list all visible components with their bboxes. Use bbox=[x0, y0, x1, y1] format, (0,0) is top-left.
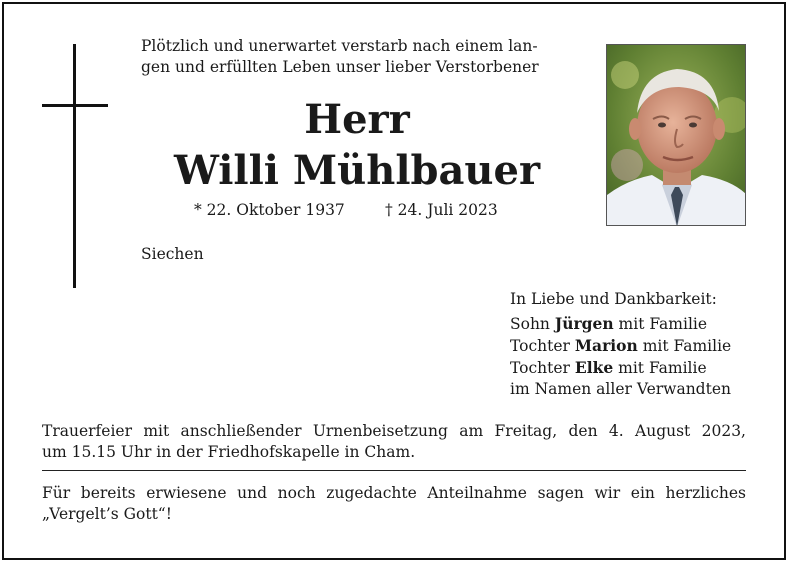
relative-name: Marion bbox=[574, 336, 638, 355]
relative-suffix: mit Familie bbox=[642, 337, 732, 355]
closing-line-2: „Vergelt’s Gott“! bbox=[42, 505, 172, 523]
section-divider bbox=[42, 470, 746, 471]
relative-suffix: mit Familie bbox=[618, 359, 707, 377]
cross-vertical-beam bbox=[73, 44, 76, 288]
closing-line-1: Für bereits erwiesene und noch zugedachte Anteilnahme sagen wir ein herzliches bbox=[42, 484, 746, 502]
place-of-residence: Siechen bbox=[141, 245, 204, 263]
birth-date: * 22. Oktober 1937 bbox=[194, 201, 345, 219]
thanks-closing-line: im Namen aller Verwandten bbox=[510, 380, 731, 398]
portrait-image bbox=[607, 45, 746, 226]
relative-name: Elke bbox=[574, 358, 614, 377]
cross-horizontal-beam bbox=[42, 104, 108, 107]
relative-row bbox=[510, 335, 731, 357]
intro-line-1: Plötzlich und unerwartet verstarb nach einem lan- bbox=[141, 37, 538, 55]
deceased-name: Willi Mühlbauer bbox=[173, 147, 541, 194]
intro-line-2: gen und erfüllten Leben unser lieber Verstorbener bbox=[141, 58, 539, 76]
portrait-photo bbox=[606, 44, 746, 226]
relative-relation: Tochter bbox=[510, 337, 570, 355]
intro-text bbox=[141, 36, 581, 78]
closing-thanks bbox=[42, 483, 746, 525]
thanks-block bbox=[510, 289, 731, 400]
funeral-line-1: Trauerfeier mit anschließender Urnenbeisetzung am Freitag, den 4. August 2023, bbox=[42, 422, 746, 440]
relative-suffix: mit Familie bbox=[618, 315, 708, 333]
death-date: † 24. Juli 2023 bbox=[385, 201, 498, 219]
funeral-line-2: um 15.15 Uhr in der Friedhofskapelle in Cham. bbox=[42, 443, 416, 461]
thanks-heading: In Liebe und Dankbarkeit: bbox=[510, 290, 717, 308]
relative-row bbox=[510, 357, 731, 379]
funeral-info bbox=[42, 421, 746, 463]
relative-relation: Tochter bbox=[510, 359, 570, 377]
honorific-title: Herr bbox=[304, 96, 410, 143]
relative-row bbox=[510, 313, 731, 335]
relative-name: Jürgen bbox=[554, 314, 614, 333]
relative-relation: Sohn bbox=[510, 315, 550, 333]
